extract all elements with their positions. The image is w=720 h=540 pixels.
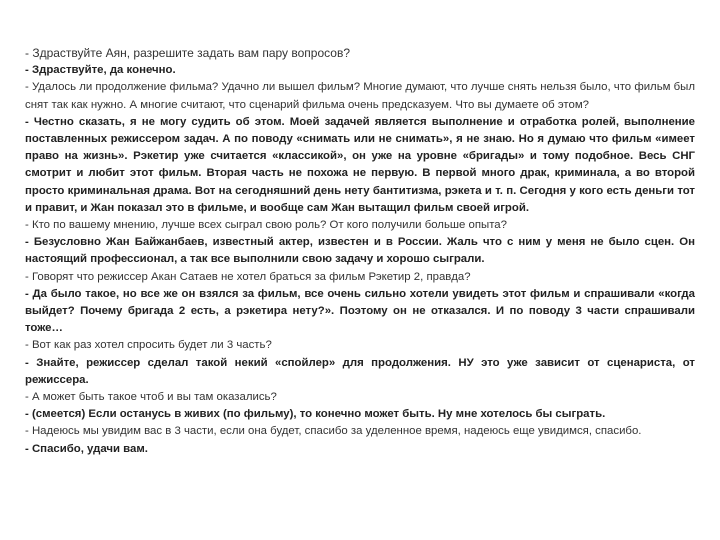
answer-line: - Знайте, режиссер сделал такой некий «спойлер» для продолжения. НУ это уже зависит от сценариста, от режиссера. <box>25 356 695 386</box>
answer-line: - Спасибо, удачи вам. <box>25 442 148 455</box>
question-line: - Вот как раз хотел спросить будет ли 3 часть? <box>25 339 272 352</box>
answer-line: - (смеется) Если останусь в живих (по фильму), то конечно может быть. Ну мне хотелось бы сыграть. <box>25 408 606 421</box>
interview-document <box>25 45 695 458</box>
question-line: - Удалось ли продолжение фильма? Удачно ли вышел фильм? Многие думают, что лучше снять нельзя было, что фильм был снят так как нужно. А многие считают, что сценарий фильма очень предсказуем. Что вы думаете об этом? <box>25 81 695 111</box>
answer-line: - Безусловно Жан Байжанбаев, известный актер, известен и в России. Жаль что с ним у меня не было сцен. Он настоящий профессионал, а так все выполнили свою задачу и хорошо сыграли. <box>25 236 695 266</box>
question-line: - Здраствуйте Аян, разрешите задать вам пару вопросов? <box>25 46 350 60</box>
question-line: - Говорят что режиссер Акан Сатаев не хотел браться за фильм Рэкетир 2, правда? <box>25 270 471 283</box>
question-line: - Кто по вашему мнению, лучше всех сыграл свою роль? От кого получили больше опыта? <box>25 219 507 232</box>
answer-line: - Честно сказать, я не могу судить об этом. Моей задачей является выполнение и отработка ролей, выполнение поставленных режиссером задач. А по поводу «снимать или не снимать», я не знаю. Но я думаю что фильм «имеет право на жизнь». Рэкетир уже считается «классикой», он уже на уровне «бригады» и тому подобное. Весь СНГ смотрит и любит этот фильм. Вторая часть не похожа не первую. В первой много драк, криминала, а во второй просто криминальная драма. Вот на сегодняшний день нету бантитизма, рэкета и т. п. Сегодня у кого есть деньги тот и правит, и Жан показал это в фильме, и вообще сам Жан вытащил фильм своей игрой. <box>25 115 695 214</box>
question-line: - Надеюсь мы увидим вас в 3 части, если она будет, спасибо за уделенное время, надеюсь еще увидимся, спасибо. <box>25 425 642 438</box>
answer-line: - Да было такое, но все же он взялся за фильм, все очень сильно хотели увидеть этот фильм и спрашивали «когда выйдет? Почему бригада 2 есть, а рэкетира нету?». Поэтому он не отказался. И по поводу 3 части спрашивали тоже… <box>25 287 695 335</box>
question-line: - А может быть такое чтоб и вы там оказались? <box>25 391 277 404</box>
answer-line: - Здраствуйте, да конечно. <box>25 64 176 77</box>
